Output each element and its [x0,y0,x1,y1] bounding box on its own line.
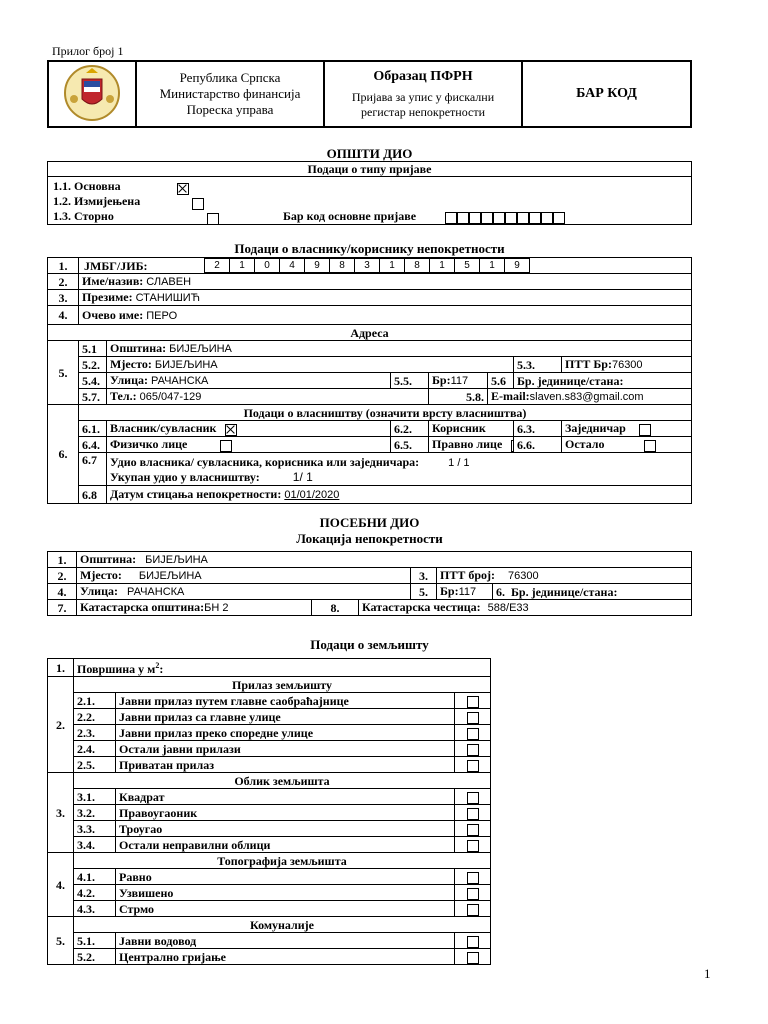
land-group-number: 5. [48,917,74,965]
cadastral-parcel-label: Катастарска честица: [362,600,481,614]
municipality-label: Општина: [110,341,167,355]
land-item-label: Троугао [116,821,455,837]
ownership-title: Подаци о власништву (означити врсту власништва) [79,405,692,421]
surname-value[interactable]: СТАНИШИЋ [135,292,201,304]
application-type-table [47,161,692,225]
share-value[interactable]: 1 / 1 [448,456,470,469]
email-label: E-mail: [491,389,530,403]
land-item-checkbox[interactable] [467,824,479,836]
land-item-checkbox-cell [455,757,491,773]
municipality-value[interactable]: БИЈЕЉИНА [169,343,232,355]
place-label: Мјесто: [110,357,152,371]
org-line-2: Министарство финансија [159,86,301,101]
loc-ptt-value[interactable]: 76300 [508,570,539,582]
land-item-label: Приватан прилаз [116,757,455,773]
land-item-code: 5.2. [74,949,116,965]
joint-type-label: Заједничар [565,421,626,436]
total-share-label: Укупан удио у власништву: [110,469,260,484]
page-number: 1 [704,966,711,981]
land-item-checkbox[interactable] [467,760,479,772]
land-item-checkbox[interactable] [467,872,479,884]
tel-value[interactable]: 065/047-129 [139,391,202,403]
land-item-checkbox[interactable] [467,888,479,900]
organization-cell [136,61,324,127]
land-item-label: Остали неправилни облици [116,837,455,853]
number-value[interactable]: 117 [450,375,469,387]
land-group-number: 2. [48,677,74,773]
jmbg-digit[interactable]: 9 [504,258,530,273]
land-item-code: 3.1. [74,789,116,805]
land-item-code: 4.1. [74,869,116,885]
acquisition-date-value[interactable]: 01/01/2020 [284,489,340,501]
land-item-code: 2.4. [74,741,116,757]
location-title: Локација непокретности [296,531,443,546]
land-item-checkbox-cell [455,837,491,853]
land-item-checkbox-cell [455,693,491,709]
loc-unit-label: Бр. јединице/стана: [511,584,618,599]
physical-person-label: Физичко лице [110,437,188,452]
jmbg-digit[interactable]: 0 [254,258,279,273]
cadastral-parcel-value[interactable]: 588/Е33 [487,602,529,614]
land-group-number: 4. [48,853,74,917]
type-storno-checkbox[interactable] [207,213,219,224]
coat-of-arms-cell [48,61,136,127]
form-code: Образац ПФРН [373,68,473,84]
unit-label: Бр. јединице/стана: [514,373,692,389]
place-value[interactable]: БИЈЕЉИНА [154,359,218,371]
father-name-label: Очево име: [82,307,144,322]
number-label: Бр: [432,373,451,387]
land-item-code: 4.2. [74,885,116,901]
land-item-label: Остали јавни прилази [116,741,455,757]
form-title-line-1: Пријава за упис у фискални [351,89,495,104]
loc-municipality-label: Општина: [80,552,137,566]
general-section-title: ОПШТИ ДИО [326,146,413,161]
street-value[interactable]: РАЧАНСКА [151,375,209,387]
land-item-checkbox-cell [455,741,491,757]
land-item-label: Јавни водовод [116,933,455,949]
name-label: Име/назив: [82,274,144,288]
land-item-checkbox-cell [455,869,491,885]
owner-table: 1. ЈМБГ/ЈИБ: 2 1 0 4 9 8 3 1 8 1 5 1 9 2. Име/назив: СЛАВЕН 3. Презиме: СТАНИШИЋ 4. Очево име: ПЕРО Адреса 5. 5.1 Општина: БИЈЕЉИНА 5.2. Мјесто: БИЈЕЉИНА 5.3. ПТТ Бр:76300 5.4. Улица: РАЧАНСКА 5.5. Бр:117 5.6 Бр. јединице/стана: 5.7. Тел.: 065/047-129 5.8. E-mail:slaven.s83@gmail.com 6. Подаци о власништву (означити врсту власништва) 6.1. Власник/сувласник 6.2. Корисник 6.3. Заједничар 6.4. Физичко лице 6.5. Правно лице 6.6. Остало 6.7 Удио власника/ сувласника, корисника или заједничара: 1 / 1 Укупан удио у власништву: 1/ 1 6.8 Датум стицања непокретности: 01/01/2020 [47,257,692,504]
name-value[interactable]: СЛАВЕН [146,276,192,288]
land-item-checkbox-cell [455,901,491,917]
coat-of-arms-icon [60,63,124,123]
acquisition-date-label: Датум стицања непокретности: [110,487,282,501]
loc-street-label: Улица: [80,584,119,598]
email-value[interactable]: slaven.s83@gmail.com [529,391,644,403]
land-item-checkbox-cell [455,949,491,965]
land-item-code: 2.1. [74,693,116,709]
land-item-checkbox-cell [455,805,491,821]
area-unit-superscript: 2 [155,661,160,670]
land-item-label: Јавни прилаз преко споредне улице [116,725,455,741]
street-label: Улица: [110,373,149,387]
application-type-title: Подаци о типу пријаве [48,162,692,177]
form-title-cell [324,61,522,127]
land-item-code: 3.2. [74,805,116,821]
loc-number-value[interactable]: 117 [458,586,477,598]
address-title: Адреса [48,325,692,341]
land-item-label: Равно [116,869,455,885]
land-group-title: Комуналије [74,917,491,933]
jmbg-input[interactable] [204,258,530,273]
land-item-checkbox-cell [455,933,491,949]
land-group-title: Облик земљишта [74,773,491,789]
jmbg-digit[interactable]: 3 [354,258,379,273]
land-item-checkbox-cell [455,789,491,805]
loc-ptt-label: ПТТ број: [440,568,496,582]
loc-street-value[interactable]: РАЧАНСКА [127,586,185,598]
land-group-title: Прилаз земљишту [74,677,491,693]
land-table: 1. Површина у $м^2$: 2. Прилаз земљишту 2.1. Јавни прилаз путем главне саобраћајнице 2.2. Јавни прилаз са главне улице 2.3. Јавни прилаз преко споредне улице 2.4. Остали јавни прилази 2.5. Приватан прилаз 3. Облик земљишта 3.1. Квадрат 3.2. Правоугаоник 3.3. Троугао 3.4. Остали неправилни облици 4. Топографија земљишта 4.1. Равно 4.2. Узвишено 4.3. Стрмо 5. Комуналије 5.1. Јавни водовод 5.2. Централно гријање [47,658,491,965]
jmbg-digit[interactable]: 8 [329,258,354,273]
land-group-title: Топографија земљишта [74,853,491,869]
land-section-title: Подаци о земљишту [310,637,429,652]
jmbg-digit[interactable]: 9 [304,258,329,273]
land-group-number: 3. [48,773,74,853]
jmbg-digit[interactable]: 8 [404,258,429,273]
owner-section-title: Подаци о власнику/кориснику непокретности [234,241,505,256]
land-item-label: Узвишено [116,885,455,901]
jmbg-label: ЈМБГ/ЈИБ: [84,258,148,273]
land-item-checkbox-cell [455,725,491,741]
land-item-code: 2.3. [74,725,116,741]
land-item-checkbox[interactable] [467,696,479,708]
land-item-code: 3.4. [74,837,116,853]
land-item-checkbox[interactable] [467,744,479,756]
land-item-code: 4.3. [74,901,116,917]
jmbg-digit[interactable]: 1 [479,258,504,273]
land-item-checkbox[interactable] [467,952,479,964]
surname-label: Презиме: [82,290,133,304]
type-storno-label: 1.3. Сторно [53,209,114,223]
special-section-title: ПОСЕБНИ ДИО [319,515,420,530]
type-amended-label: 1.2. Измијењена [53,194,141,208]
jmbg-digit[interactable]: 1 [229,258,254,273]
land-item-label: Централно гријање [116,949,455,965]
tel-label: Тел.: [110,389,137,403]
land-item-checkbox[interactable] [467,904,479,916]
type-basic-label: 1.1. Основна [53,179,121,193]
loc-municipality-value[interactable]: БИЈЕЉИНА [145,554,208,566]
loc-place-label: Мјесто: [80,568,122,582]
owner-type-checkbox[interactable] [225,424,237,436]
land-item-checkbox[interactable] [467,728,479,740]
land-item-checkbox-cell [455,709,491,725]
other-type-label: Остало [565,437,605,452]
barcode-cell: БАР КОД [522,61,691,127]
owner-type-label: Власник/сувласник [110,421,217,436]
legal-person-label: Правно лице [432,437,503,452]
location-table: 1. Општина: БИЈЕЉИНА 2. Мјесто: БИЈЕЉИНА 3. ПТТ број: 76300 4. Улица: РАЧАНСКА 5. Бр:117 6. Бр. јединице/стана: 7. Катастарска општина:БН 2 8. Катастарска честица: 588/Е33 [47,551,692,616]
land-item-code: 3.3. [74,821,116,837]
land-item-checkbox[interactable] [467,712,479,724]
application-type-body [48,177,692,225]
org-line-3: Пореска управа [186,102,274,117]
loc-number-label: Бр: [440,584,459,598]
land-item-label: Јавни прилаз путем главне саобраћајнице [116,693,455,709]
land-item-checkbox-cell [455,821,491,837]
area-label: Површина у м [77,662,156,676]
father-name-value[interactable]: ПЕРО [146,309,178,322]
jmbg-digit[interactable]: 2 [204,258,229,273]
attachment-label: Прилог број 1 [52,44,124,58]
land-item-checkbox[interactable] [467,936,479,948]
org-line-1: Република Српска [179,70,281,85]
land-item-checkbox[interactable] [467,792,479,804]
joint-type-checkbox[interactable] [639,424,651,436]
share-label: Удио власника/ сувласника, корисника или заједничара: [110,454,420,469]
jmbg-digit[interactable]: 1 [429,258,454,273]
land-item-code: 5.1. [74,933,116,949]
ptt-value[interactable]: 76300 [611,359,643,371]
jmbg-digit[interactable]: 1 [379,258,404,273]
land-item-label: Стрмо [116,901,455,917]
total-share-value[interactable]: 1/ 1 [292,469,313,484]
loc-place-value[interactable]: БИЈЕЉИНА [138,570,202,582]
land-item-code: 2.2. [74,709,116,725]
land-item-label: Правоугаоник [116,805,455,821]
type-basic-checkbox[interactable] [177,183,189,195]
jmbg-digit[interactable]: 4 [279,258,304,273]
ptt-label: ПТТ Бр: [565,357,612,371]
type-amended-checkbox[interactable] [192,198,204,210]
form-header [47,60,692,128]
land-item-code: 2.5. [74,757,116,773]
cadastral-municipality-label: Катастарска општина: [80,600,205,614]
land-item-label: Квадрат [116,789,455,805]
form-title-line-2: регистар непокретности [361,104,485,119]
land-item-checkbox[interactable] [467,840,479,852]
other-type-checkbox[interactable] [644,440,656,452]
user-type-label: Корисник [432,421,486,436]
physical-person-checkbox[interactable] [220,440,232,452]
land-item-label: Јавни прилаз са главне улице [116,709,455,725]
land-item-checkbox[interactable] [467,808,479,820]
jmbg-digit[interactable]: 5 [454,258,479,273]
cadastral-municipality-value[interactable]: БН 2 [204,602,229,614]
basic-barcode-boxes[interactable] [445,210,565,224]
land-item-checkbox-cell [455,885,491,901]
basic-barcode-label: Бар код основне пријаве [283,209,417,223]
